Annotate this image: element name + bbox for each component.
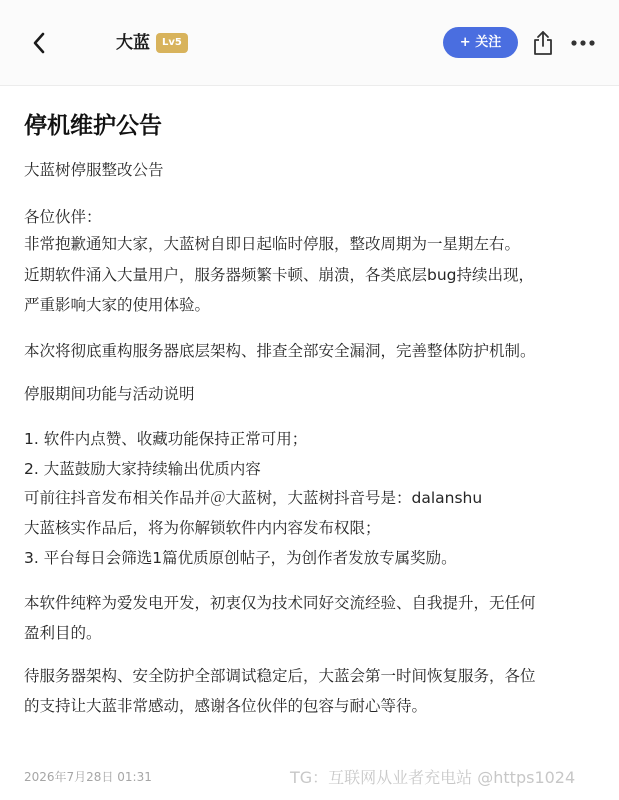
article-title: 停机维护公告 [24, 113, 162, 139]
list-item: 2. 大蓝鼓励大家持续输出优质内容 [24, 460, 261, 478]
back-button[interactable] [24, 28, 54, 58]
more-dots-icon [570, 39, 596, 47]
list-item: 可前往抖音发布相关作品并＠大蓝树，大蓝树抖音号是：dalanshu [24, 489, 483, 507]
section-heading: 停服期间功能与活动说明 [24, 385, 195, 403]
chevron-left-icon [31, 31, 47, 55]
paragraph-line: 本软件纯粹为爱发电开发，初衷仅为技术同好交流经验、自我提升，无任何 [24, 594, 536, 612]
watermark: TG：互联网从业者充电站 @https1024 [290, 768, 576, 787]
paragraph-line: 的支持让大蓝非常感动，感谢各位伙伴的包容与耐心等待。 [24, 697, 428, 715]
post-timestamp: 2026年7月28日 01:31 [24, 770, 152, 784]
paragraph-line: 待服务器架构、安全防护全部调试稳定后，大蓝会第一时间恢复服务，各位 [24, 667, 536, 685]
list-item: 1. 软件内点赞、收藏功能保持正常可用； [24, 430, 308, 448]
top-bar [0, 0, 619, 86]
article-subtitle: 大蓝树停服整改公告 [24, 161, 164, 179]
paragraph-line: 盈利目的。 [24, 624, 102, 642]
greeting: 各位伙伴： [24, 208, 102, 226]
paragraph-line: 近期软件涌入大量用户，服务器频繁卡顿、崩溃，各类底层bug持续出现， [24, 266, 535, 284]
paragraph-line: 本次将彻底重构服务器底层架构、排查全部安全漏洞，完善整体防护机制。 [24, 342, 536, 360]
share-button[interactable] [529, 28, 557, 58]
list-item: 3. 平台每日会筛选1篇优质原创帖子，为创作者发放专属奖励。 [24, 549, 457, 567]
paragraph-line: 非常抱歉通知大家，大蓝树自即日起临时停服，整改周期为一星期左右。 [24, 235, 521, 253]
share-icon [532, 30, 554, 56]
author-name[interactable]: 大蓝 [116, 33, 150, 53]
level-badge: Lv5 [156, 33, 188, 53]
more-button[interactable] [569, 31, 597, 55]
follow-button[interactable]: + 关注 [443, 27, 518, 58]
paragraph-line: 严重影响大家的使用体验。 [24, 296, 211, 314]
list-item: 大蓝核实作品后，将为你解锁软件内内容发布权限； [24, 519, 381, 537]
